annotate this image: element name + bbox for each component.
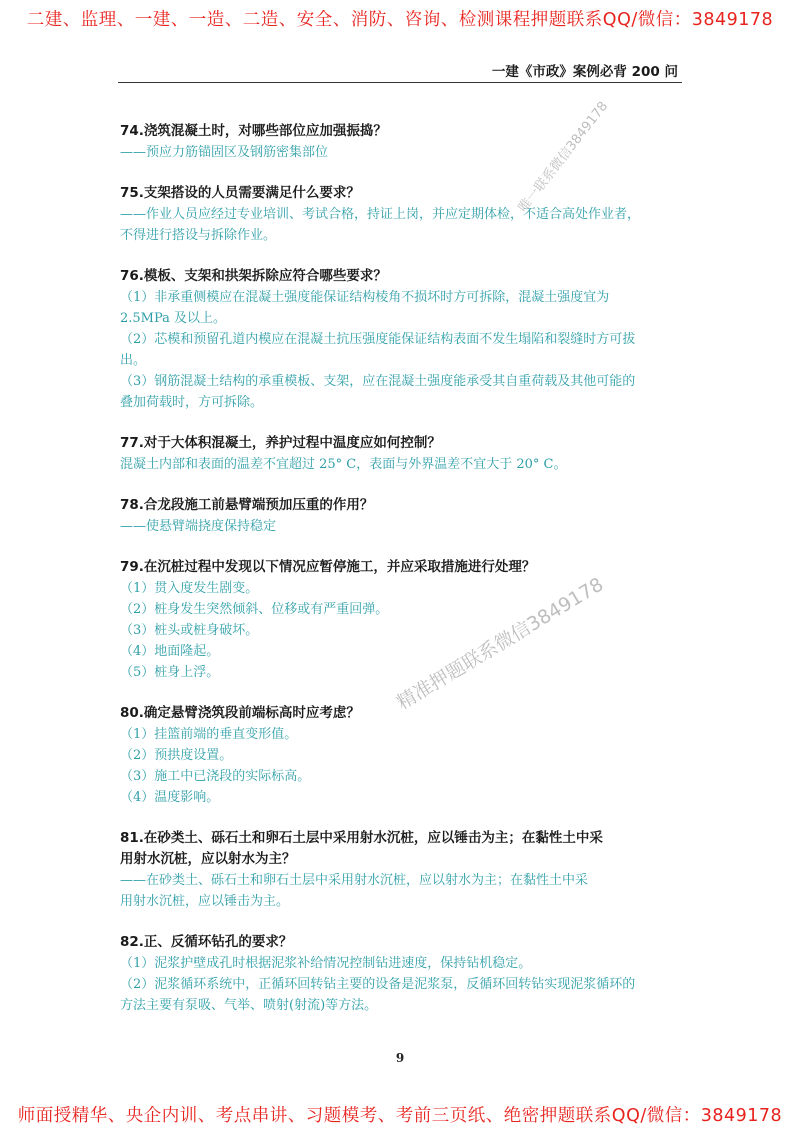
bottom-contact-banner: 师面授精华、央企内训、考点串讲、习题模考、考前三页纸、绝密押题联系QQ/微信：3849178 <box>17 1106 783 1126</box>
page-header-title: 一建《市政》案例必背 200 问 <box>491 64 678 80</box>
question-title: 76.模板、支架和拱架拆除应符合哪些要求？ <box>120 268 387 284</box>
answer-line: 用射水沉桩，应以锤击为主。 <box>120 894 290 909</box>
question-title: 78.合龙段施工前悬臂端预加压重的作用？ <box>120 497 374 513</box>
answer-line: （3）钢筋混凝土结构的承重模板、支架，应在混凝土强度能承受其自重荷载及其他可能的 <box>120 374 636 389</box>
question-74 <box>120 121 686 163</box>
question-title: 75.支架搭设的人员需要满足什么要求？ <box>120 185 360 201</box>
question-title: 81.在砂类土、砾石土和卵石土层中采用射水沉桩，应以锤击为主；在黏性土中采 <box>120 830 603 846</box>
answer-line: （2）桩身发生突然倾斜、位移或有严重回弹。 <box>120 602 389 617</box>
answer-line: （1）非承重侧模应在混凝土强度能保证结构棱角不损坏时方可拆除，混凝土强度宜为 <box>120 290 610 305</box>
answer-line: 方法主要有泵吸、气举、喷射(射流)等方法。 <box>120 998 378 1013</box>
answer-line: ——预应力筋锚固区及钢筋密集部位 <box>120 145 329 160</box>
answer-line: （1）挂篮前端的垂直变形值。 <box>120 727 298 742</box>
question-77 <box>120 433 686 475</box>
question-title: 74.浇筑混凝土时，对哪些部位应加强振捣？ <box>120 123 387 139</box>
answer-line: （3）桩头或桩身破坏。 <box>120 623 259 638</box>
question-title: 77.对于大体积混凝土，养护过程中温度应如何控制？ <box>120 435 441 451</box>
page-number: 9 <box>395 1051 405 1065</box>
watermark: 唯一联系微信3849178 <box>515 99 612 216</box>
question-title: 79.在沉桩过程中发现以下情况应暂停施工，并应采取措施进行处理？ <box>120 559 536 575</box>
answer-line: （4）温度影响。 <box>120 790 220 805</box>
header-divider <box>118 82 682 83</box>
answer-line: 2.5MPa 及以上。 <box>120 311 227 326</box>
answer-line: （4）地面隆起。 <box>120 644 220 659</box>
question-76 <box>120 266 686 413</box>
answer-line: （2）预拱度设置。 <box>120 748 233 763</box>
qa-list <box>120 121 686 1036</box>
question-75 <box>120 183 686 246</box>
question-78 <box>120 495 686 537</box>
watermark: 精准押题联系微信3849178 <box>393 573 608 715</box>
question-title: 82.正、反循环钻孔的要求？ <box>120 934 293 950</box>
answer-line: （1）泥浆护壁成孔时根据泥浆补给情况控制钻进速度，保持钻机稳定。 <box>120 956 532 971</box>
answer-line: （5）桩身上浮。 <box>120 665 220 680</box>
question-79 <box>120 557 686 683</box>
answer-line: 出。 <box>120 353 147 368</box>
answer-line: ——使悬臂端挠度保持稳定 <box>120 519 277 534</box>
question-80 <box>120 703 686 808</box>
question-82 <box>120 932 686 1016</box>
answer-line: ——在砂类土、砾石土和卵石土层中采用射水沉桩，应以射水为主；在黏性土中采 <box>120 873 589 888</box>
answer-line: ——作业人员应经过专业培训、考试合格，持证上岗，并应定期体检，不适合高处作业者， <box>120 207 641 222</box>
answer-line: （2）芯模和预留孔道内模应在混凝土抗压强度能保证结构表面不发生塌陷和裂缝时方可拔 <box>120 332 636 347</box>
answer-line: （3）施工中已浇段的实际标高。 <box>120 769 311 784</box>
question-81 <box>120 828 686 912</box>
question-title: 80.确定悬臂浇筑段前端标高时应考虑？ <box>120 705 360 721</box>
question-title: 用射水沉桩，应以射水为主？ <box>120 851 296 867</box>
answer-line: 叠加荷载时，方可拆除。 <box>120 395 264 410</box>
answer-line: 混凝土内部和表面的温差不宜超过 25° C，表面与外界温差不宜大于 20° C。 <box>120 457 567 472</box>
answer-line: （2）泥浆循环系统中，正循环回转钻主要的设备是泥浆泵，反循环回转钻实现泥浆循环的 <box>120 977 636 992</box>
top-contact-banner: 二建、监理、一建、一造、二造、安全、消防、咨询、检测课程押题联系QQ/微信：3849178 <box>26 10 774 30</box>
answer-line: （1）贯入度发生剧变。 <box>120 581 259 596</box>
answer-line: 不得进行搭设与拆除作业。 <box>120 228 277 243</box>
